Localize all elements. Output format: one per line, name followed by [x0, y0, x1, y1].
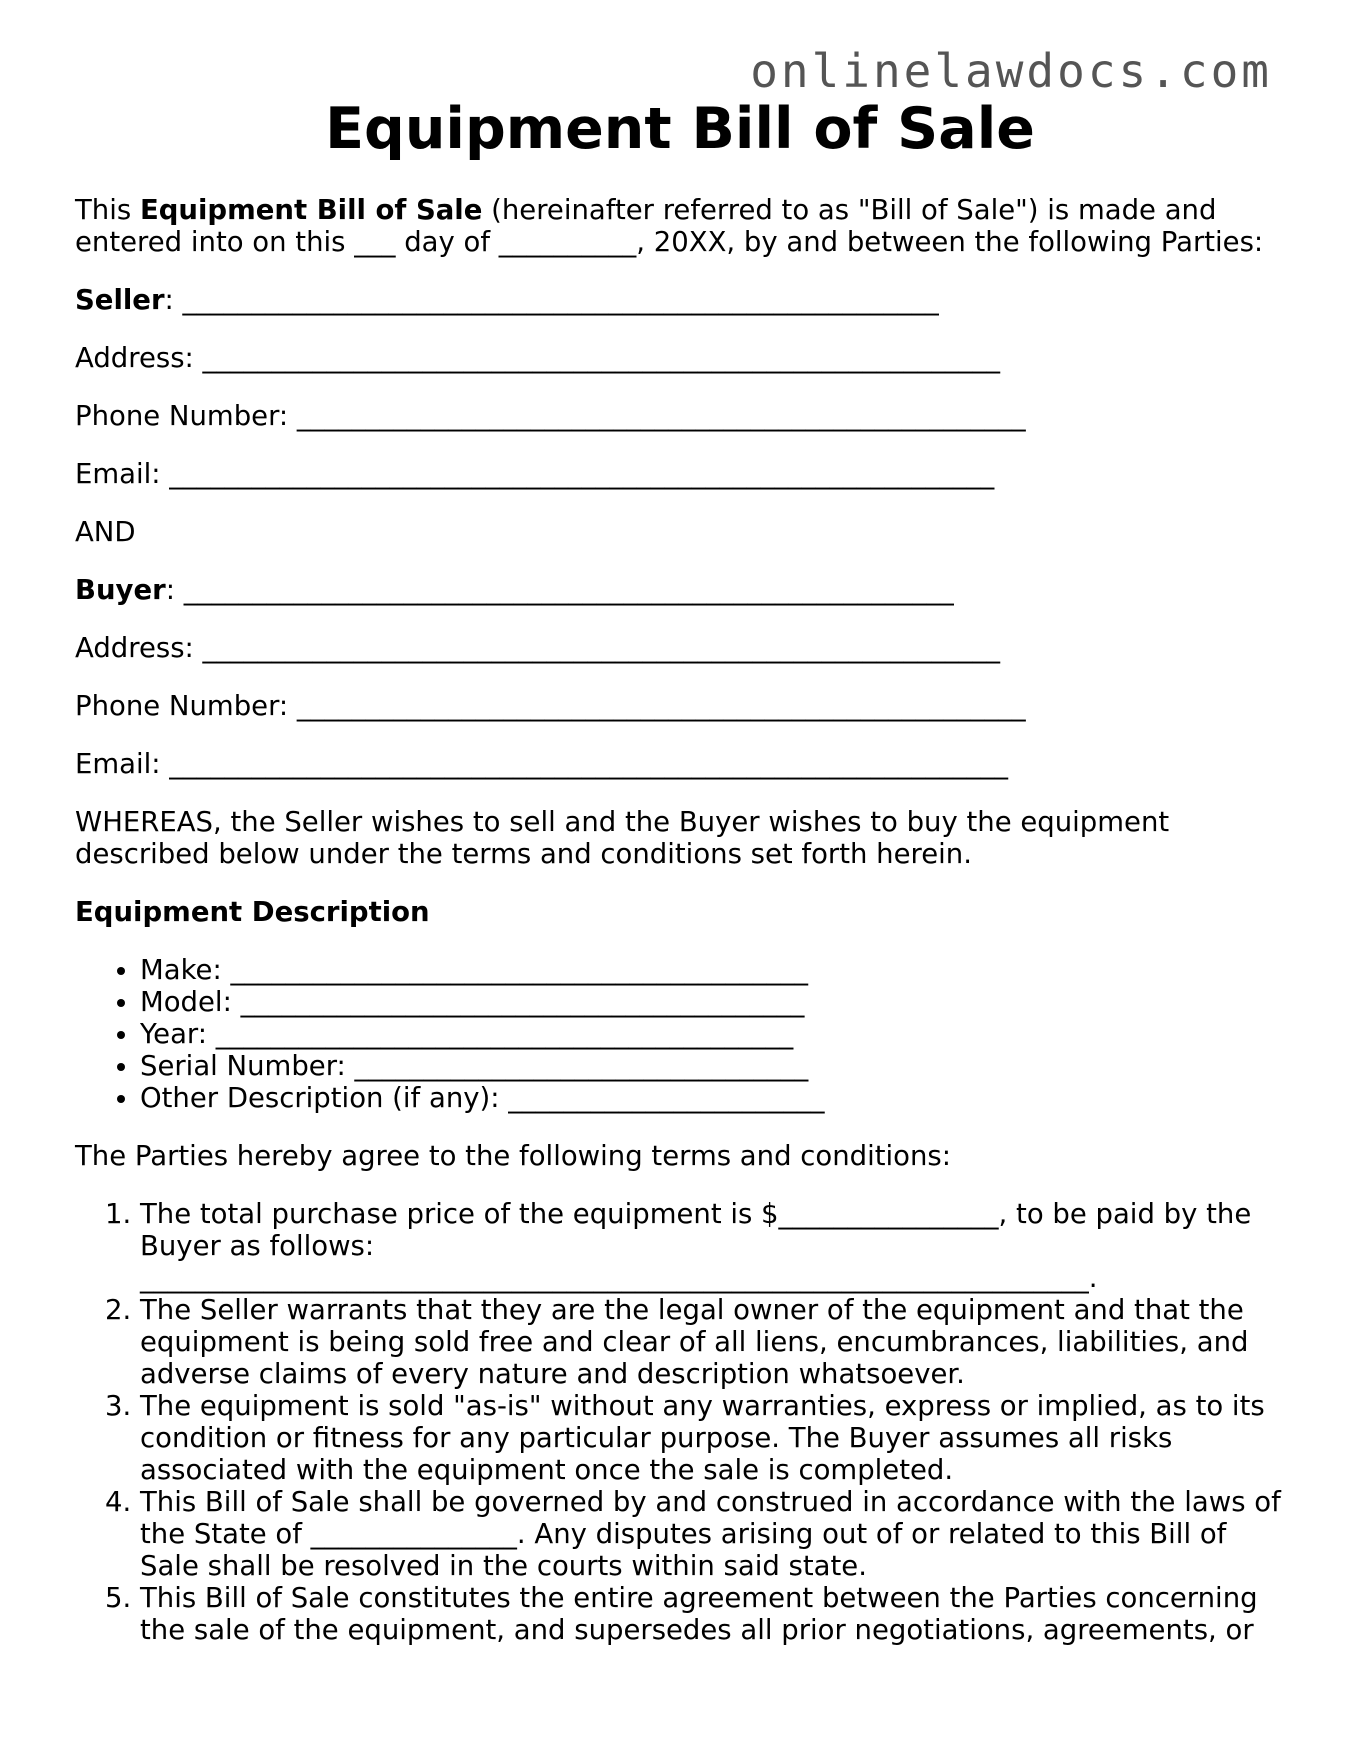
equipment-list	[75, 954, 1285, 1114]
buyer-phone-field: Phone Number: _____________________________________________________	[75, 690, 1026, 722]
terms-intro: The Parties hereby agree to the following terms and conditions:	[75, 1140, 952, 1172]
equipment-heading: Equipment Description	[75, 896, 430, 928]
document-title: Equipment Bill of Sale	[325, 96, 1035, 162]
seller-phone-field: Phone Number: _____________________________________________________	[75, 400, 1026, 432]
intro-rest: (hereinafter referred to as "Bill of Sale") is made and entered into on this ___ day of __________, 20XX, by and between the following Parties:	[75, 194, 1264, 258]
equipment-other-item: • Other Description (if any): _______________________	[140, 1082, 1285, 1114]
intro-paragraph	[75, 194, 1285, 258]
seller-email-field: Email: ____________________________________________________________	[75, 458, 995, 490]
term-item-entire-agreement: 5. This Bill of Sale constitutes the entire agreement between the Parties concerning the sale of the equipment, and supersedes all prior negotiations, agreements, or	[140, 1582, 1285, 1646]
buyer-name-blank: : ________________________________________________________	[165, 574, 954, 606]
seller-address-field: Address: __________________________________________________________	[75, 342, 1001, 374]
intro-doc-name: Equipment Bill of Sale	[139, 194, 483, 226]
term-item-as-is: 3. The equipment is sold "as-is" without any warranties, express or implied, as to its condition or fitness for any particular purpose. The Buyer assumes all risks associated with the equipment once the sale is completed.	[140, 1390, 1285, 1486]
and-separator: AND	[75, 516, 136, 548]
equipment-serial-item: • Serial Number: _________________________________	[140, 1050, 1285, 1082]
term-item-governing-law: 4. This Bill of Sale shall be governed by and construed in accordance with the laws of the State of _______________. Any disputes arising out of or related to this Bill of Sale shall be resolved in the courts within said state.	[140, 1486, 1285, 1582]
buyer-address-field: Address: __________________________________________________________	[75, 632, 1001, 664]
buyer-label: Buyer	[75, 574, 166, 606]
terms-list	[75, 1198, 1285, 1646]
whereas-clause: WHEREAS, the Seller wishes to sell and the Buyer wishes to buy the equipment described below under the terms and conditions set forth herein.	[75, 806, 1170, 870]
equipment-model-item: • Model: _________________________________________	[140, 986, 1285, 1018]
seller-name-field	[75, 284, 1285, 316]
intro-lead: This	[75, 194, 140, 226]
term-item-warranty-ownership: 2. The Seller warrants that they are the legal owner of the equipment and that the equipment is being sold free and clear of all liens, encumbrances, liabilities, and adverse claims of every nature and description whatsoever.	[140, 1294, 1285, 1390]
equipment-make-item: • Make: __________________________________________	[140, 954, 1285, 986]
term-item-price: 1. The total purchase price of the equipment is $________________, to be paid by the Buyer as follows: _____________________________________________________________________.	[140, 1198, 1285, 1294]
seller-name-blank: : _______________________________________________________	[164, 284, 939, 316]
equipment-year-item: • Year: __________________________________________	[140, 1018, 1285, 1050]
watermark-logo: onlinelawdocs.com	[750, 44, 1272, 98]
seller-label: Seller	[75, 284, 165, 316]
buyer-email-field: Email: _____________________________________________________________	[75, 748, 1009, 780]
document-body	[75, 194, 1285, 1646]
buyer-name-field	[75, 574, 1285, 606]
